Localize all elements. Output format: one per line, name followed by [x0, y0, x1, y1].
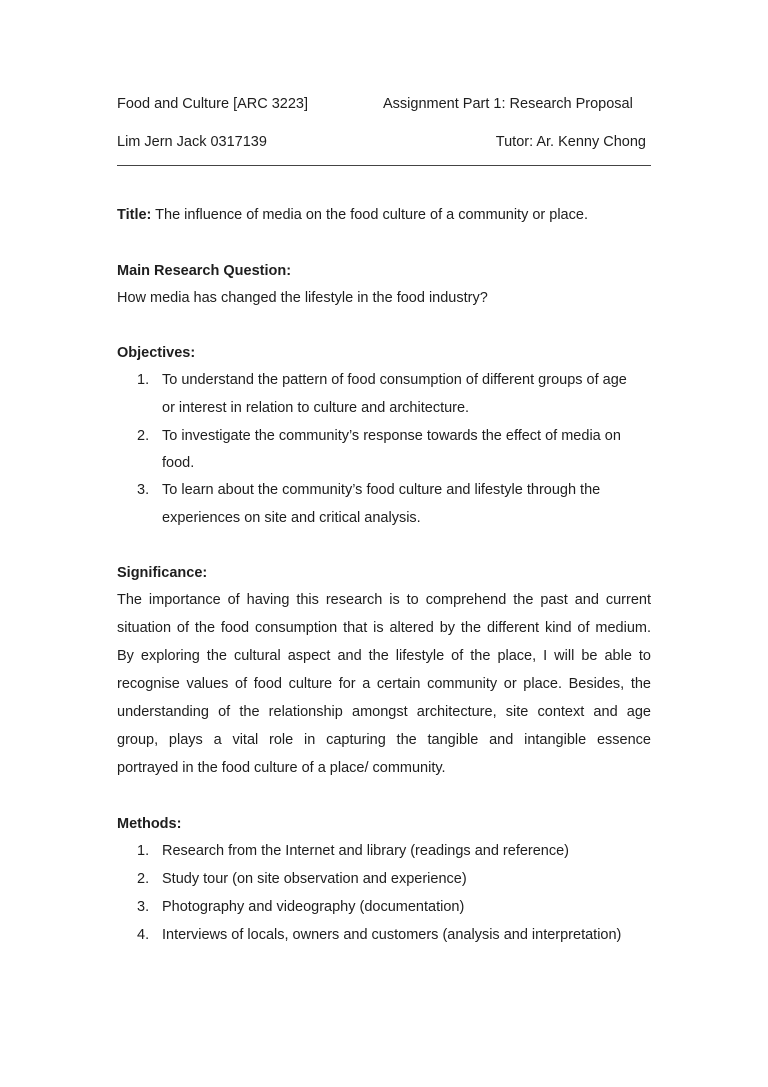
title-label: Title:	[117, 207, 152, 223]
method-number: 1.	[137, 843, 150, 859]
header-divider	[117, 165, 651, 166]
paragraph-line: By exploring the cultural aspect and the lifestyle of the place, I will be able to	[117, 648, 651, 664]
paragraph-line: situation of the food consumption that is altered by the different kind of medium.	[117, 620, 651, 636]
methods-heading: Methods:	[117, 816, 182, 832]
method-item: Research from the Internet and library (readings and reference)	[162, 843, 570, 859]
method-item: Interviews of locals, owners and customers (analysis and interpretation)	[162, 927, 622, 943]
objectives-heading: Objectives:	[117, 345, 196, 361]
objective-number: 2.	[137, 428, 150, 444]
method-item: Study tour (on site observation and experience)	[162, 871, 467, 887]
objective-line: or interest in relation to culture and architecture.	[162, 400, 470, 416]
objective-number: 1.	[137, 372, 150, 388]
method-number: 3.	[137, 899, 150, 915]
paragraph-line: group, plays a vital role in capturing the tangible and intangible essence	[117, 732, 651, 748]
objective-line: To understand the pattern of food consumption of different groups of age	[162, 372, 627, 388]
method-number: 4.	[137, 927, 150, 943]
paragraph-line: The importance of having this research is to comprehend the past and current	[117, 592, 651, 608]
assignment-name: Assignment Part 1: Research Proposal	[383, 96, 633, 112]
objective-line: To investigate the community’s response towards the effect of media on	[162, 428, 621, 444]
objective-number: 3.	[137, 482, 150, 498]
method-number: 2.	[137, 871, 150, 887]
tutor-info: Tutor: Ar. Kenny Chong	[495, 134, 646, 150]
paragraph-line: understanding of the relationship amongst architecture, site context and age	[117, 704, 651, 720]
document-title	[117, 206, 588, 224]
student-info: Lim Jern Jack 0317139	[117, 134, 267, 150]
significance-heading: Significance:	[117, 565, 208, 581]
paragraph-line: recognise values of food culture for a certain community or place. Besides, the	[117, 676, 651, 692]
objective-line: food.	[162, 455, 195, 471]
objective-line: To learn about the community’s food culture and lifestyle through the	[162, 482, 601, 498]
paragraph-line: portrayed in the food culture of a place/ community.	[117, 760, 446, 776]
title-text: The influence of media on the food culture of a community or place.	[151, 207, 588, 223]
method-item: Photography and videography (documentation)	[162, 899, 465, 915]
research-question-heading: Main Research Question:	[117, 263, 292, 279]
research-question-text: How media has changed the lifestyle in the food industry?	[117, 290, 488, 306]
course-name: Food and Culture [ARC 3223]	[117, 96, 309, 112]
objective-line: experiences on site and critical analysis.	[162, 510, 421, 526]
